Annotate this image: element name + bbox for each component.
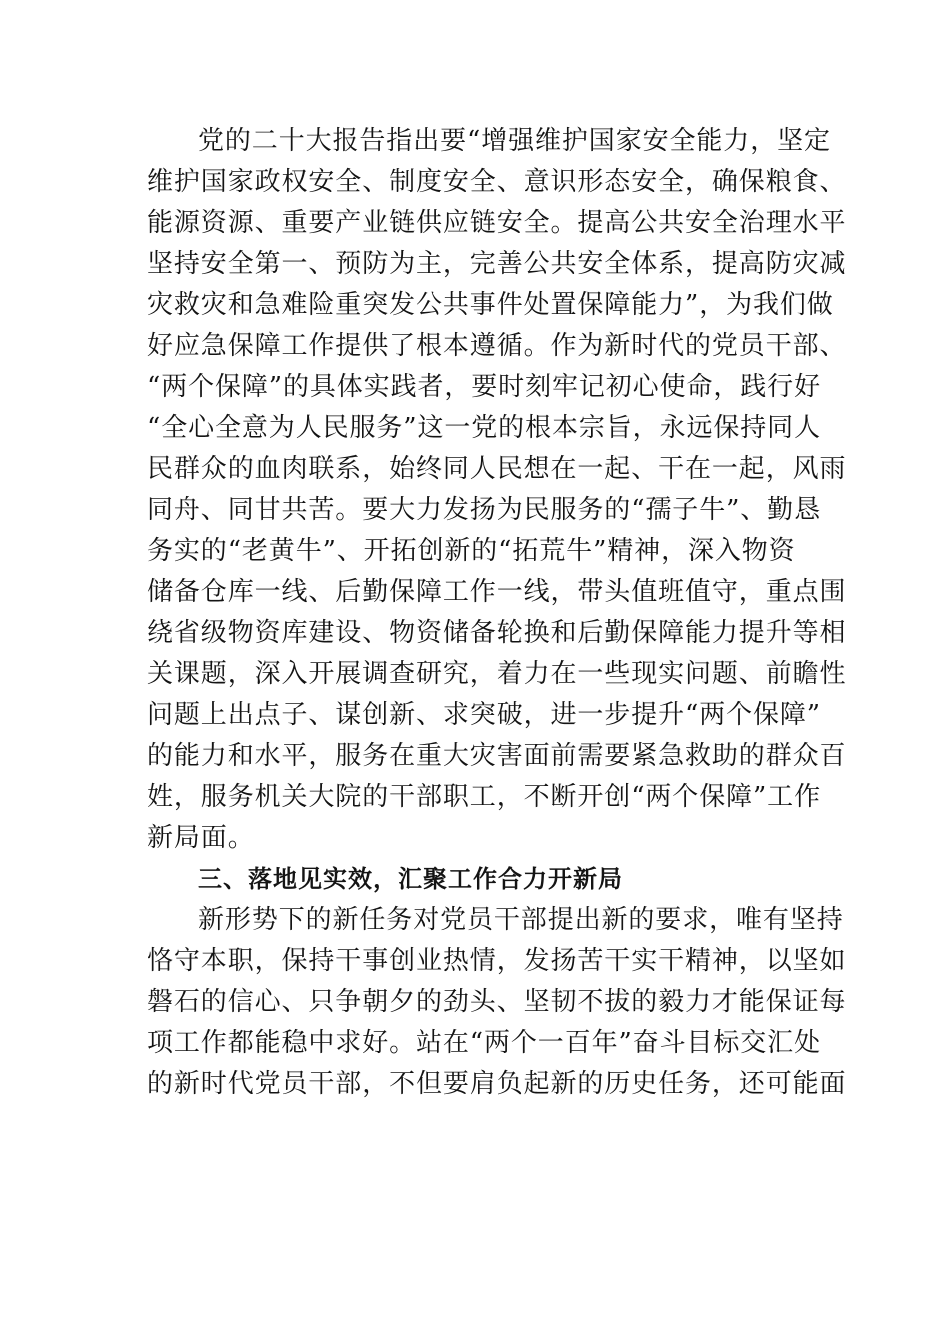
paragraph-1-line-18: 新局面。 bbox=[147, 823, 255, 853]
paragraph-1-line-14: 关课题，深入开展调查研究，着力在一些现实问题、前瞻性 bbox=[147, 659, 847, 689]
paragraph-1-line-16: 的能力和水平，服务在重大灾害面前需要紧急救助的群众百 bbox=[147, 741, 847, 771]
paragraph-1-line-10: 同舟、同甘共苦。要大力发扬为民服务的“孺子牛”、勤恳 bbox=[147, 495, 821, 525]
paragraph-2-line-4: 项工作都能稳中求好。站在“两个一百年”奋斗目标交汇处 bbox=[147, 1028, 821, 1058]
paragraph-2-line-3: 磐石的信心、只争朝夕的劲头、坚韧不拔的毅力才能保证每 bbox=[147, 987, 847, 1017]
paragraph-2-line-2: 恪守本职，保持干事创业热情，发扬苦干实干精神，以坚如 bbox=[147, 946, 847, 976]
paragraph-1-line-5: 灾救灾和急难险重突发公共事件处置保障能力”，为我们做 bbox=[147, 290, 834, 320]
paragraph-1-line-2: 维护国家政权安全、制度安全、意识形态安全，确保粮食、 bbox=[147, 167, 847, 197]
paragraph-1-line-9: 民群众的血肉联系，始终同人民想在一起、干在一起，风雨 bbox=[147, 454, 847, 484]
paragraph-1-line-12: 储备仓库一线、后勤保障工作一线，带头值班值守，重点围 bbox=[147, 577, 847, 607]
paragraph-1-line-17: 姓，服务机关大院的干部职工，不断开创“两个保障”工作 bbox=[147, 782, 821, 812]
paragraph-1-line-11: 务实的“老黄牛”、开拓创新的“拓荒牛”精神，深入物资 bbox=[147, 536, 796, 566]
paragraph-1-line-6: 好应急保障工作提供了根本遵循。作为新时代的党员干部、 bbox=[147, 331, 847, 361]
paragraph-1-line-3: 能源资源、重要产业链供应链安全。提高公共安全治理水平 bbox=[147, 208, 847, 238]
paragraph-2-line-1: 新形势下的新任务对党员干部提出新的要求，唯有坚持 bbox=[198, 905, 844, 935]
paragraph-1-line-4: 坚持安全第一、预防为主，完善公共安全体系，提高防灾减 bbox=[147, 249, 847, 279]
paragraph-1-line-7: “两个保障”的具体实践者，要时刻牢记初心使命，践行好 bbox=[147, 372, 821, 402]
section-heading: 三、落地见实效，汇聚工作合力开新局 bbox=[198, 865, 623, 893]
paragraph-2-line-5: 的新时代党员干部，不但要肩负起新的历史任务，还可能面 bbox=[147, 1069, 847, 1099]
paragraph-1-line-1: 党的二十大报告指出要“增强维护国家安全能力，坚定 bbox=[198, 126, 831, 156]
paragraph-1-line-13: 绕省级物资库建设、物资储备轮换和后勤保障能力提升等相 bbox=[147, 618, 847, 648]
paragraph-1-line-15: 问题上出点子、谋创新、求突破，进一步提升“两个保障” bbox=[147, 700, 821, 730]
paragraph-1-line-8: “全心全意为人民服务”这一党的根本宗旨，永远保持同人 bbox=[147, 413, 821, 443]
